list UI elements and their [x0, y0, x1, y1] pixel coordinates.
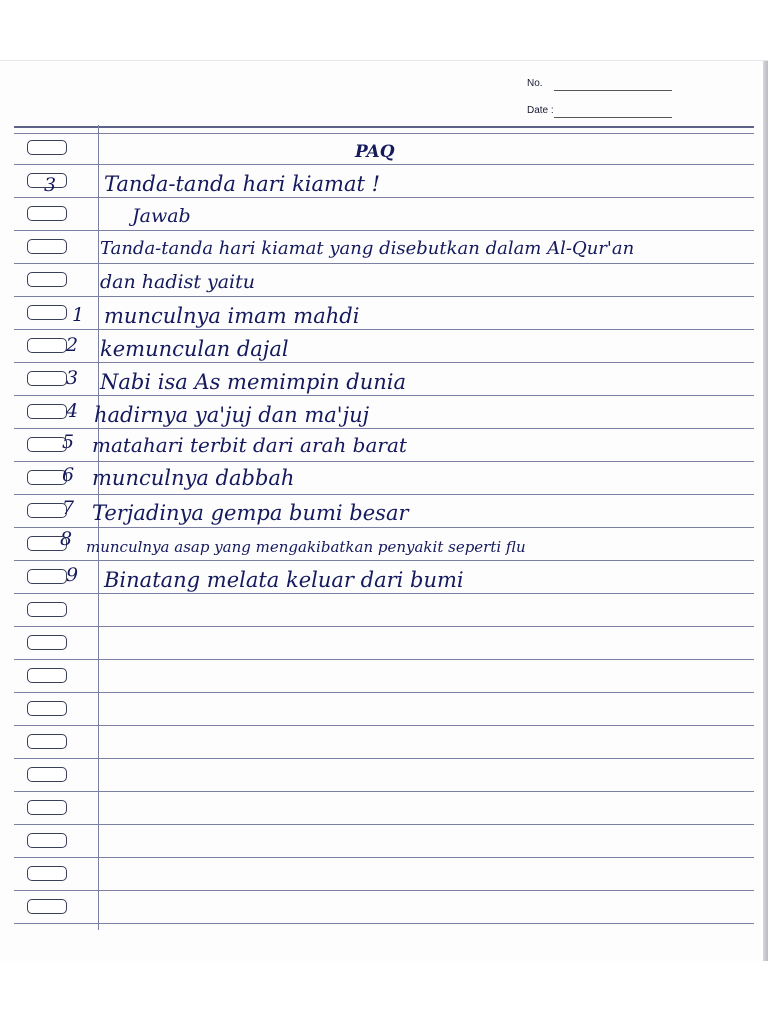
binding-ring — [27, 668, 67, 683]
ruled-line — [14, 593, 754, 594]
ruled-line — [14, 133, 754, 134]
ruled-line — [14, 527, 754, 528]
binding-ring — [27, 635, 67, 650]
ruled-line — [14, 758, 754, 759]
answer-intro-line1: Tanda-tanda hari kiamat yang disebutkan dalam Al-Qur'an — [100, 238, 635, 259]
question-number: 3 — [44, 174, 57, 196]
list-item: hadirnya ya'juj dan ma'juj — [94, 403, 370, 427]
ruled-line — [14, 329, 754, 330]
ruled-line — [14, 923, 754, 924]
page-edge — [763, 61, 768, 961]
ruled-line — [14, 560, 754, 561]
list-item: Binatang melata keluar dari bumi — [104, 568, 464, 592]
answer-intro-line2: dan hadist yaitu — [100, 271, 256, 293]
no-line — [554, 90, 672, 91]
question-text: Tanda-tanda hari kiamat ! — [104, 172, 381, 196]
binding-ring — [27, 734, 67, 749]
binding-ring — [27, 701, 67, 716]
item-number: 8 — [60, 528, 73, 550]
binding-ring — [27, 140, 67, 155]
binding-ring — [27, 833, 67, 848]
ruled-line — [14, 230, 754, 231]
list-item: matahari terbit dari arah barat — [92, 433, 407, 457]
ruled-line — [14, 692, 754, 693]
ruled-line — [14, 296, 754, 297]
binding-ring — [27, 503, 67, 518]
item-number: 4 — [66, 400, 79, 422]
date-line — [554, 117, 672, 118]
binding-ring — [27, 800, 67, 815]
ruled-line — [14, 494, 754, 495]
list-item: munculnya imam mahdi — [104, 304, 360, 328]
binding-ring — [27, 305, 67, 320]
ruled-line — [14, 890, 754, 891]
binding-ring — [27, 569, 67, 584]
list-item: Nabi isa As memimpin dunia — [100, 370, 407, 394]
page-title: PAQ — [355, 142, 395, 162]
ruled-line — [14, 197, 754, 198]
binding-ring — [27, 899, 67, 914]
ruled-line — [14, 263, 754, 264]
list-item: munculnya dabbah — [92, 466, 295, 490]
ruled-line — [14, 857, 754, 858]
binding-ring — [27, 206, 67, 221]
item-number: 1 — [72, 304, 85, 326]
item-number: 3 — [66, 367, 79, 389]
ruled-line — [14, 791, 754, 792]
item-number: 6 — [62, 464, 75, 486]
binding-ring — [27, 239, 67, 254]
item-number: 2 — [66, 334, 79, 356]
binding-ring — [27, 767, 67, 782]
ruled-line — [14, 659, 754, 660]
binding-ring — [27, 404, 67, 419]
no-label: No. — [527, 78, 543, 89]
binding-ring — [27, 338, 67, 353]
ruled-line — [14, 725, 754, 726]
list-item: kemunculan dajal — [100, 337, 289, 361]
date-label: Date : — [527, 105, 554, 116]
ruled-line — [14, 164, 754, 165]
binding-ring — [27, 272, 67, 287]
ruled-line — [14, 824, 754, 825]
binding-ring — [27, 602, 67, 617]
answer-label: Jawab — [132, 205, 191, 227]
ruled-line — [14, 626, 754, 627]
list-item: Terjadinya gempa bumi besar — [92, 501, 409, 525]
item-number: 5 — [62, 431, 75, 453]
binding-ring — [27, 437, 67, 452]
item-number: 7 — [62, 497, 75, 519]
item-number: 9 — [66, 564, 79, 586]
margin-line — [98, 125, 99, 930]
ruled-line — [14, 395, 754, 396]
ruled-line — [14, 126, 754, 128]
binding-ring — [27, 371, 67, 386]
ruled-line — [14, 461, 754, 462]
ruled-line — [14, 362, 754, 363]
ruled-line — [14, 428, 754, 429]
list-item: munculnya asap yang mengakibatkan penyakit seperti flu — [86, 538, 526, 556]
binding-ring — [27, 470, 67, 485]
binding-ring — [27, 866, 67, 881]
